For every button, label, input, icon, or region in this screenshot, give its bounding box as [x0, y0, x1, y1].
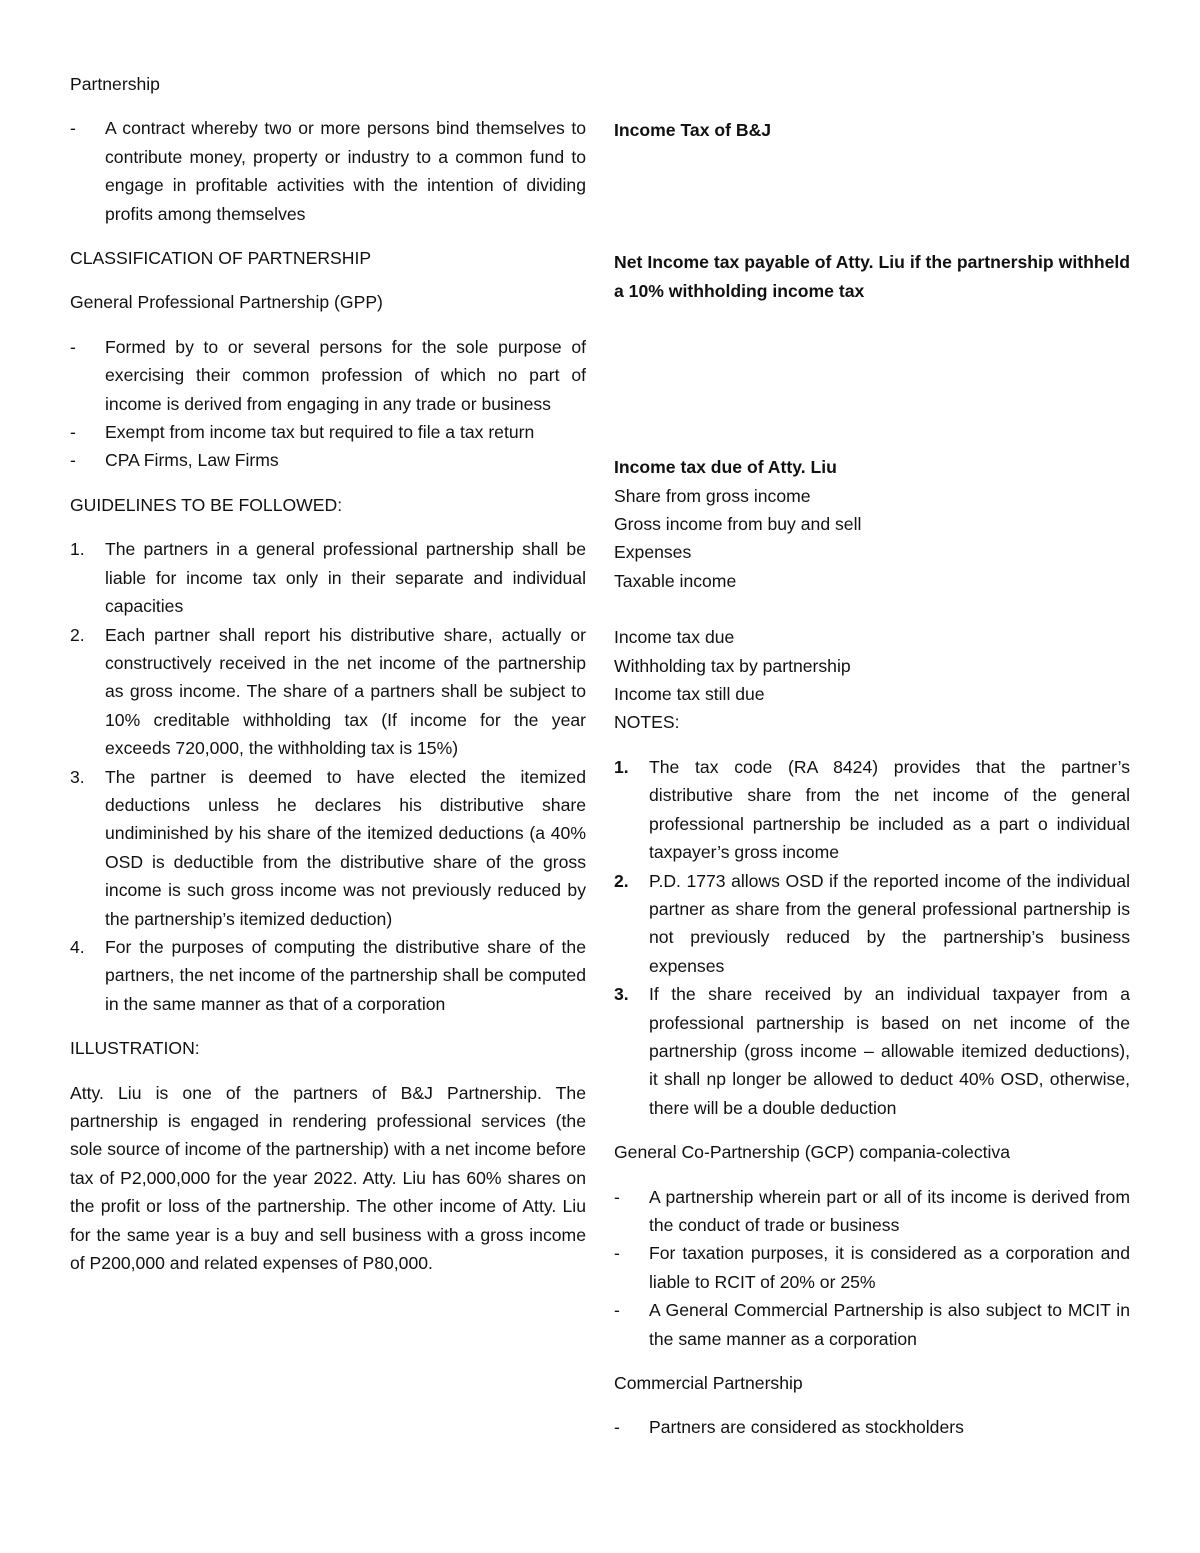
dash-marker: -	[614, 1417, 620, 1438]
commercial-bullet-text: Partners are considered as stockholders	[649, 1417, 964, 1438]
computation-line: Share from gross income	[614, 485, 811, 506]
dash-marker: -	[70, 118, 76, 139]
gpp-bullet-text: CPA Firms, Law Firms	[105, 450, 279, 471]
dash-marker: -	[70, 450, 76, 471]
net-income-tax-payable-heading: Net Income tax payable of Atty. Liu if the partnership withheld a 10% withholding income tax	[614, 252, 1130, 301]
guideline-text: The partner is deemed to have elected the itemized deductions unless he declares his distributive share undiminished by his share of the itemized deductions (a 40% OSD is deductible from the distributive share of the gross income is such gross income was not previously reduced by the partnership’s itemized deduction)	[105, 766, 586, 929]
income-tax-bj-heading: Income Tax of B&J	[614, 120, 772, 140]
computation-line: Withholding tax by partnership	[614, 655, 851, 676]
list-item	[70, 333, 586, 418]
list-item	[614, 1296, 1130, 1353]
list-item	[70, 763, 586, 933]
commercial-bullet-list	[614, 1413, 1130, 1441]
partnership-definition: A contract whereby two or more persons bind themselves to contribute money, property or industry to a common fund to engage in profitable activities with the intention of dividing profits among themselves	[105, 118, 586, 224]
list-item	[614, 1239, 1130, 1296]
illustration-text: Atty. Liu is one of the partners of B&J Partnership. The partnership is engaged in rendering professional services (the sole source of income of the partnership) with a net income before tax of P2,000,000 for the year 2022. Atty. Liu has 60% shares on the profit or loss of the partnership. The other income of Atty. Liu for the same year is a buy and sell business with a gross income of P200,000 and related expenses of P80,000.	[70, 1082, 586, 1274]
list-item	[70, 621, 586, 763]
guideline-text: The partners in a general professional partnership shall be liable for income tax only in their separate and individual capacities	[105, 539, 586, 617]
notes-list	[614, 753, 1130, 1122]
gcp-bullet-text: A General Commercial Partnership is also subject to MCIT in the same manner as a corporation	[649, 1300, 1130, 1349]
number-marker: 2.	[614, 870, 629, 891]
list-item	[70, 114, 586, 228]
notes-heading: NOTES:	[614, 712, 680, 733]
number-marker: 2.	[70, 624, 85, 645]
guideline-text: For the purposes of computing the distributive share of the partners, the net income of the partnership shall be computed in the same manner as that of a corporation	[105, 936, 586, 1014]
gpp-bullet-text: Exempt from income tax but required to file a tax return	[105, 422, 535, 443]
computation-line: Gross income from buy and sell	[614, 514, 862, 535]
list-item	[614, 980, 1130, 1122]
gpp-bullet-list	[70, 333, 586, 475]
note-text: P.D. 1773 allows OSD if the reported income of the individual partner as share from the general professional partnership is not previously reduced by the partnership’s business expenses	[649, 870, 1130, 976]
income-tax-due-heading: Income tax due of Atty. Liu	[614, 457, 837, 478]
list-item	[70, 446, 586, 474]
computation-line: Income tax still due	[614, 684, 765, 705]
left-column	[70, 70, 586, 1277]
list-item	[614, 1183, 1130, 1240]
number-marker: 3.	[70, 766, 85, 787]
gcp-bullet-text: A partnership wherein part or all of its income is derived from the conduct of trade or business	[649, 1186, 1130, 1235]
gcp-bullet-text: For taxation purposes, it is considered as a corporation and liable to RCIT of 20% or 25%	[649, 1243, 1130, 1292]
list-item	[70, 418, 586, 446]
dash-marker: -	[70, 336, 76, 357]
list-item	[70, 933, 586, 1018]
computation-line: Expenses	[614, 542, 692, 563]
guidelines-list	[70, 535, 586, 1018]
number-marker: 1.	[614, 756, 629, 777]
note-text: If the share received by an individual taxpayer from a professional partnership is based on net income of the partnership (gross income – allowable itemized deductions), it shall np longer be allowed to deduct 40% OSD, otherwise, there will be a double deduction	[649, 984, 1130, 1118]
classification-heading: CLASSIFICATION OF PARTNERSHIP	[70, 248, 372, 269]
gcp-heading: General Co-Partnership (GCP) compania-colectiva	[614, 1142, 1011, 1163]
dash-marker: -	[614, 1243, 620, 1264]
dash-marker: -	[614, 1186, 620, 1207]
list-item	[70, 535, 586, 620]
number-marker: 4.	[70, 936, 85, 957]
guideline-text: Each partner shall report his distributive share, actually or constructively received in the net income of the partnership as gross income. The share of a partners shall be subject to 10% creditable withholding tax (If income for the year exceeds 720,000, the withholding tax is 15%)	[105, 624, 586, 759]
gpp-bullet-text: Formed by to or several persons for the sole purpose of exercising their common profession of which no part of income is derived from engaging in any trade or business	[105, 336, 586, 414]
guidelines-heading: GUIDELINES TO BE FOLLOWED:	[70, 494, 343, 515]
partnership-title: Partnership	[70, 74, 160, 94]
gpp-heading: General Professional Partnership (GPP)	[70, 292, 383, 313]
number-marker: 1.	[70, 539, 85, 560]
list-item	[614, 867, 1130, 981]
list-item	[614, 753, 1130, 867]
gcp-bullet-list	[614, 1183, 1130, 1353]
dash-marker: -	[70, 422, 76, 443]
right-column	[614, 70, 1130, 1458]
note-text: The tax code (RA 8424) provides that the partner’s distributive share from the net income of the general professional partnership be included as a part o individual taxpayer’s gross income	[649, 756, 1130, 863]
number-marker: 3.	[614, 984, 629, 1005]
list-item	[614, 1413, 1130, 1441]
computation-line: Taxable income	[614, 570, 737, 591]
partnership-definition-list	[70, 114, 586, 228]
computation-line: Income tax due	[614, 627, 735, 648]
illustration-heading: ILLUSTRATION:	[70, 1038, 200, 1059]
commercial-heading: Commercial Partnership	[614, 1373, 803, 1393]
dash-marker: -	[614, 1300, 620, 1321]
